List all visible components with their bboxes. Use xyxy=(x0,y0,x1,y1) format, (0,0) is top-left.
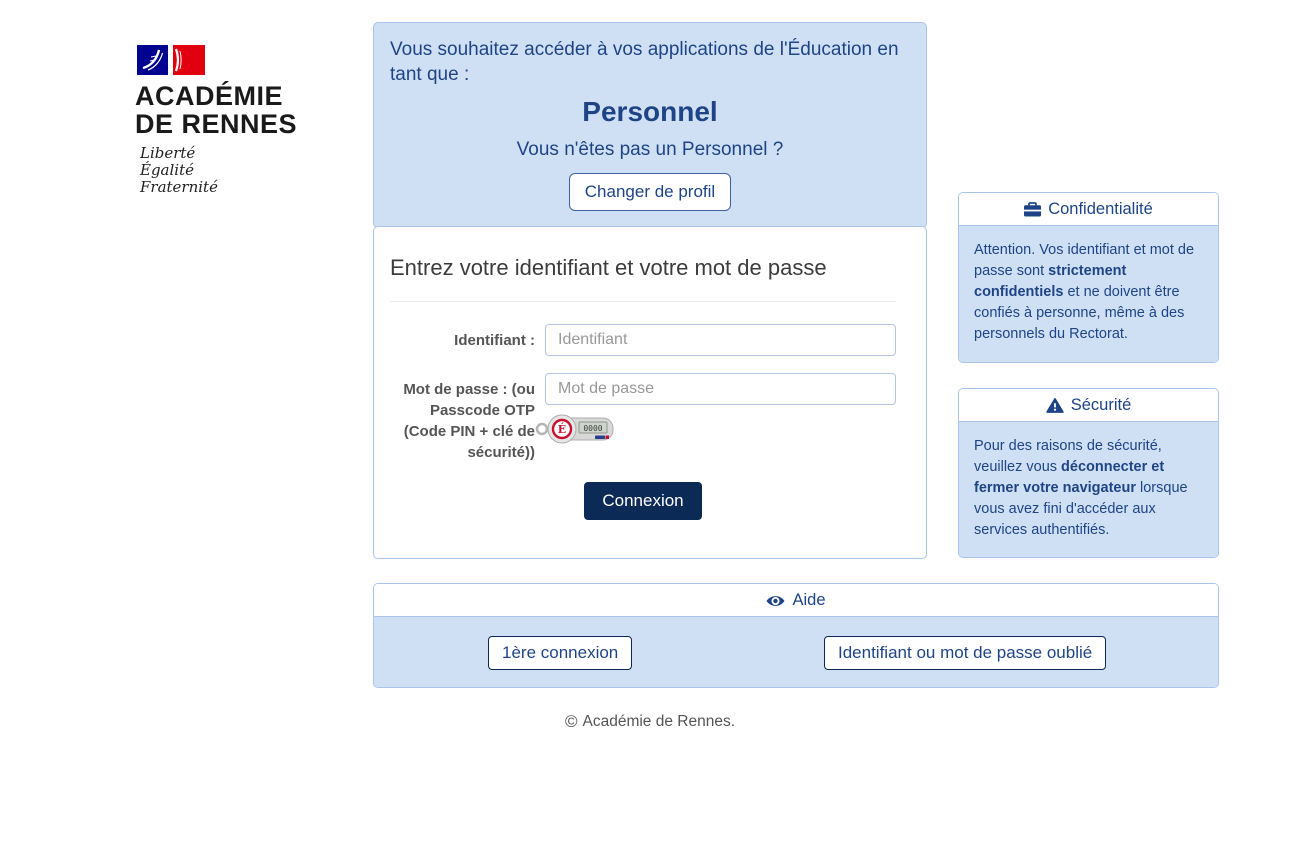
login-form-panel xyxy=(373,226,927,559)
profile-button-row xyxy=(390,173,910,211)
password-label-main: Mot de passe : xyxy=(403,381,508,398)
identifiant-label: Identifiant : xyxy=(454,332,535,349)
briefcase-icon xyxy=(1024,202,1041,217)
confidentiality-panel xyxy=(958,192,1219,363)
otp-token-image xyxy=(535,410,617,446)
profile-intro-text: Vous souhaitez accéder à vos applications de l'Éducation en tant que : xyxy=(390,39,899,86)
copyright-icon: © xyxy=(564,712,578,731)
forgot-credentials-button[interactable]: Identifiant ou mot de passe oublié xyxy=(824,636,1106,670)
svg-text:0000: 0000 xyxy=(583,424,603,433)
footer-text: Académie de Rennes. xyxy=(582,713,736,730)
connexion-button[interactable]: Connexion xyxy=(584,482,701,520)
academie-logo xyxy=(135,45,335,196)
logo-title-line2: DE RENNES xyxy=(135,109,298,139)
confidentiality-body xyxy=(959,226,1218,362)
profile-panel xyxy=(373,22,927,228)
help-header xyxy=(374,584,1218,617)
change-profile-button[interactable]: Changer de profil xyxy=(569,173,731,211)
identifiant-row xyxy=(390,324,896,356)
password-label-sub: (ou Passcode OTP (Code PIN + clé de sécurité)) xyxy=(403,381,535,461)
first-connection-button[interactable]: 1ère connexion xyxy=(488,636,632,670)
profile-question: Vous n'êtes pas un Personnel ? xyxy=(516,139,784,161)
password-label xyxy=(390,373,535,463)
confidentiality-text-bold: strictement confidentiels xyxy=(974,263,1127,301)
help-panel xyxy=(373,583,1219,688)
svg-text:É: É xyxy=(557,423,567,436)
warning-triangle-icon xyxy=(1046,398,1064,413)
confidentiality-text-post: et ne doivent être confiés à personne, même à des personnels du Rectorat. xyxy=(974,284,1185,343)
help-title: Aide xyxy=(792,591,826,609)
logo-motto xyxy=(140,145,335,196)
security-text-pre: Pour des raisons de sécurité, veuillez vous xyxy=(974,438,1162,476)
password-row xyxy=(390,373,896,463)
confidentiality-header xyxy=(959,193,1218,226)
security-text-post: lorsque vous avez fini d'accéder aux services authentifiés. xyxy=(974,480,1188,539)
confidentiality-title: Confidentialité xyxy=(1048,200,1153,218)
french-flag-icon xyxy=(137,45,205,75)
password-input[interactable] xyxy=(545,373,896,405)
security-header xyxy=(959,389,1218,422)
confidentiality-text-pre: Attention. Vos identifiant et mot de passe sont xyxy=(974,242,1195,280)
motto-egalite: Égalité xyxy=(140,161,194,179)
identifiant-input[interactable] xyxy=(545,324,896,356)
security-panel xyxy=(958,388,1219,558)
login-form-title: Entrez votre identifiant et votre mot de passe xyxy=(390,255,827,280)
submit-row xyxy=(390,482,896,520)
motto-liberte: Liberté xyxy=(140,144,196,162)
footer xyxy=(0,712,1300,732)
profile-name: Personnel xyxy=(582,96,718,128)
login-form-divider xyxy=(390,301,896,302)
motto-fraternite: Fraternité xyxy=(140,178,218,196)
security-title: Sécurité xyxy=(1070,396,1132,414)
security-body xyxy=(959,422,1218,557)
logo-title-line1: ACADÉMIE xyxy=(135,81,284,111)
help-body xyxy=(374,617,1218,687)
security-text-bold: déconnecter et fermer votre navigateur xyxy=(974,459,1165,497)
eye-icon xyxy=(766,594,785,608)
